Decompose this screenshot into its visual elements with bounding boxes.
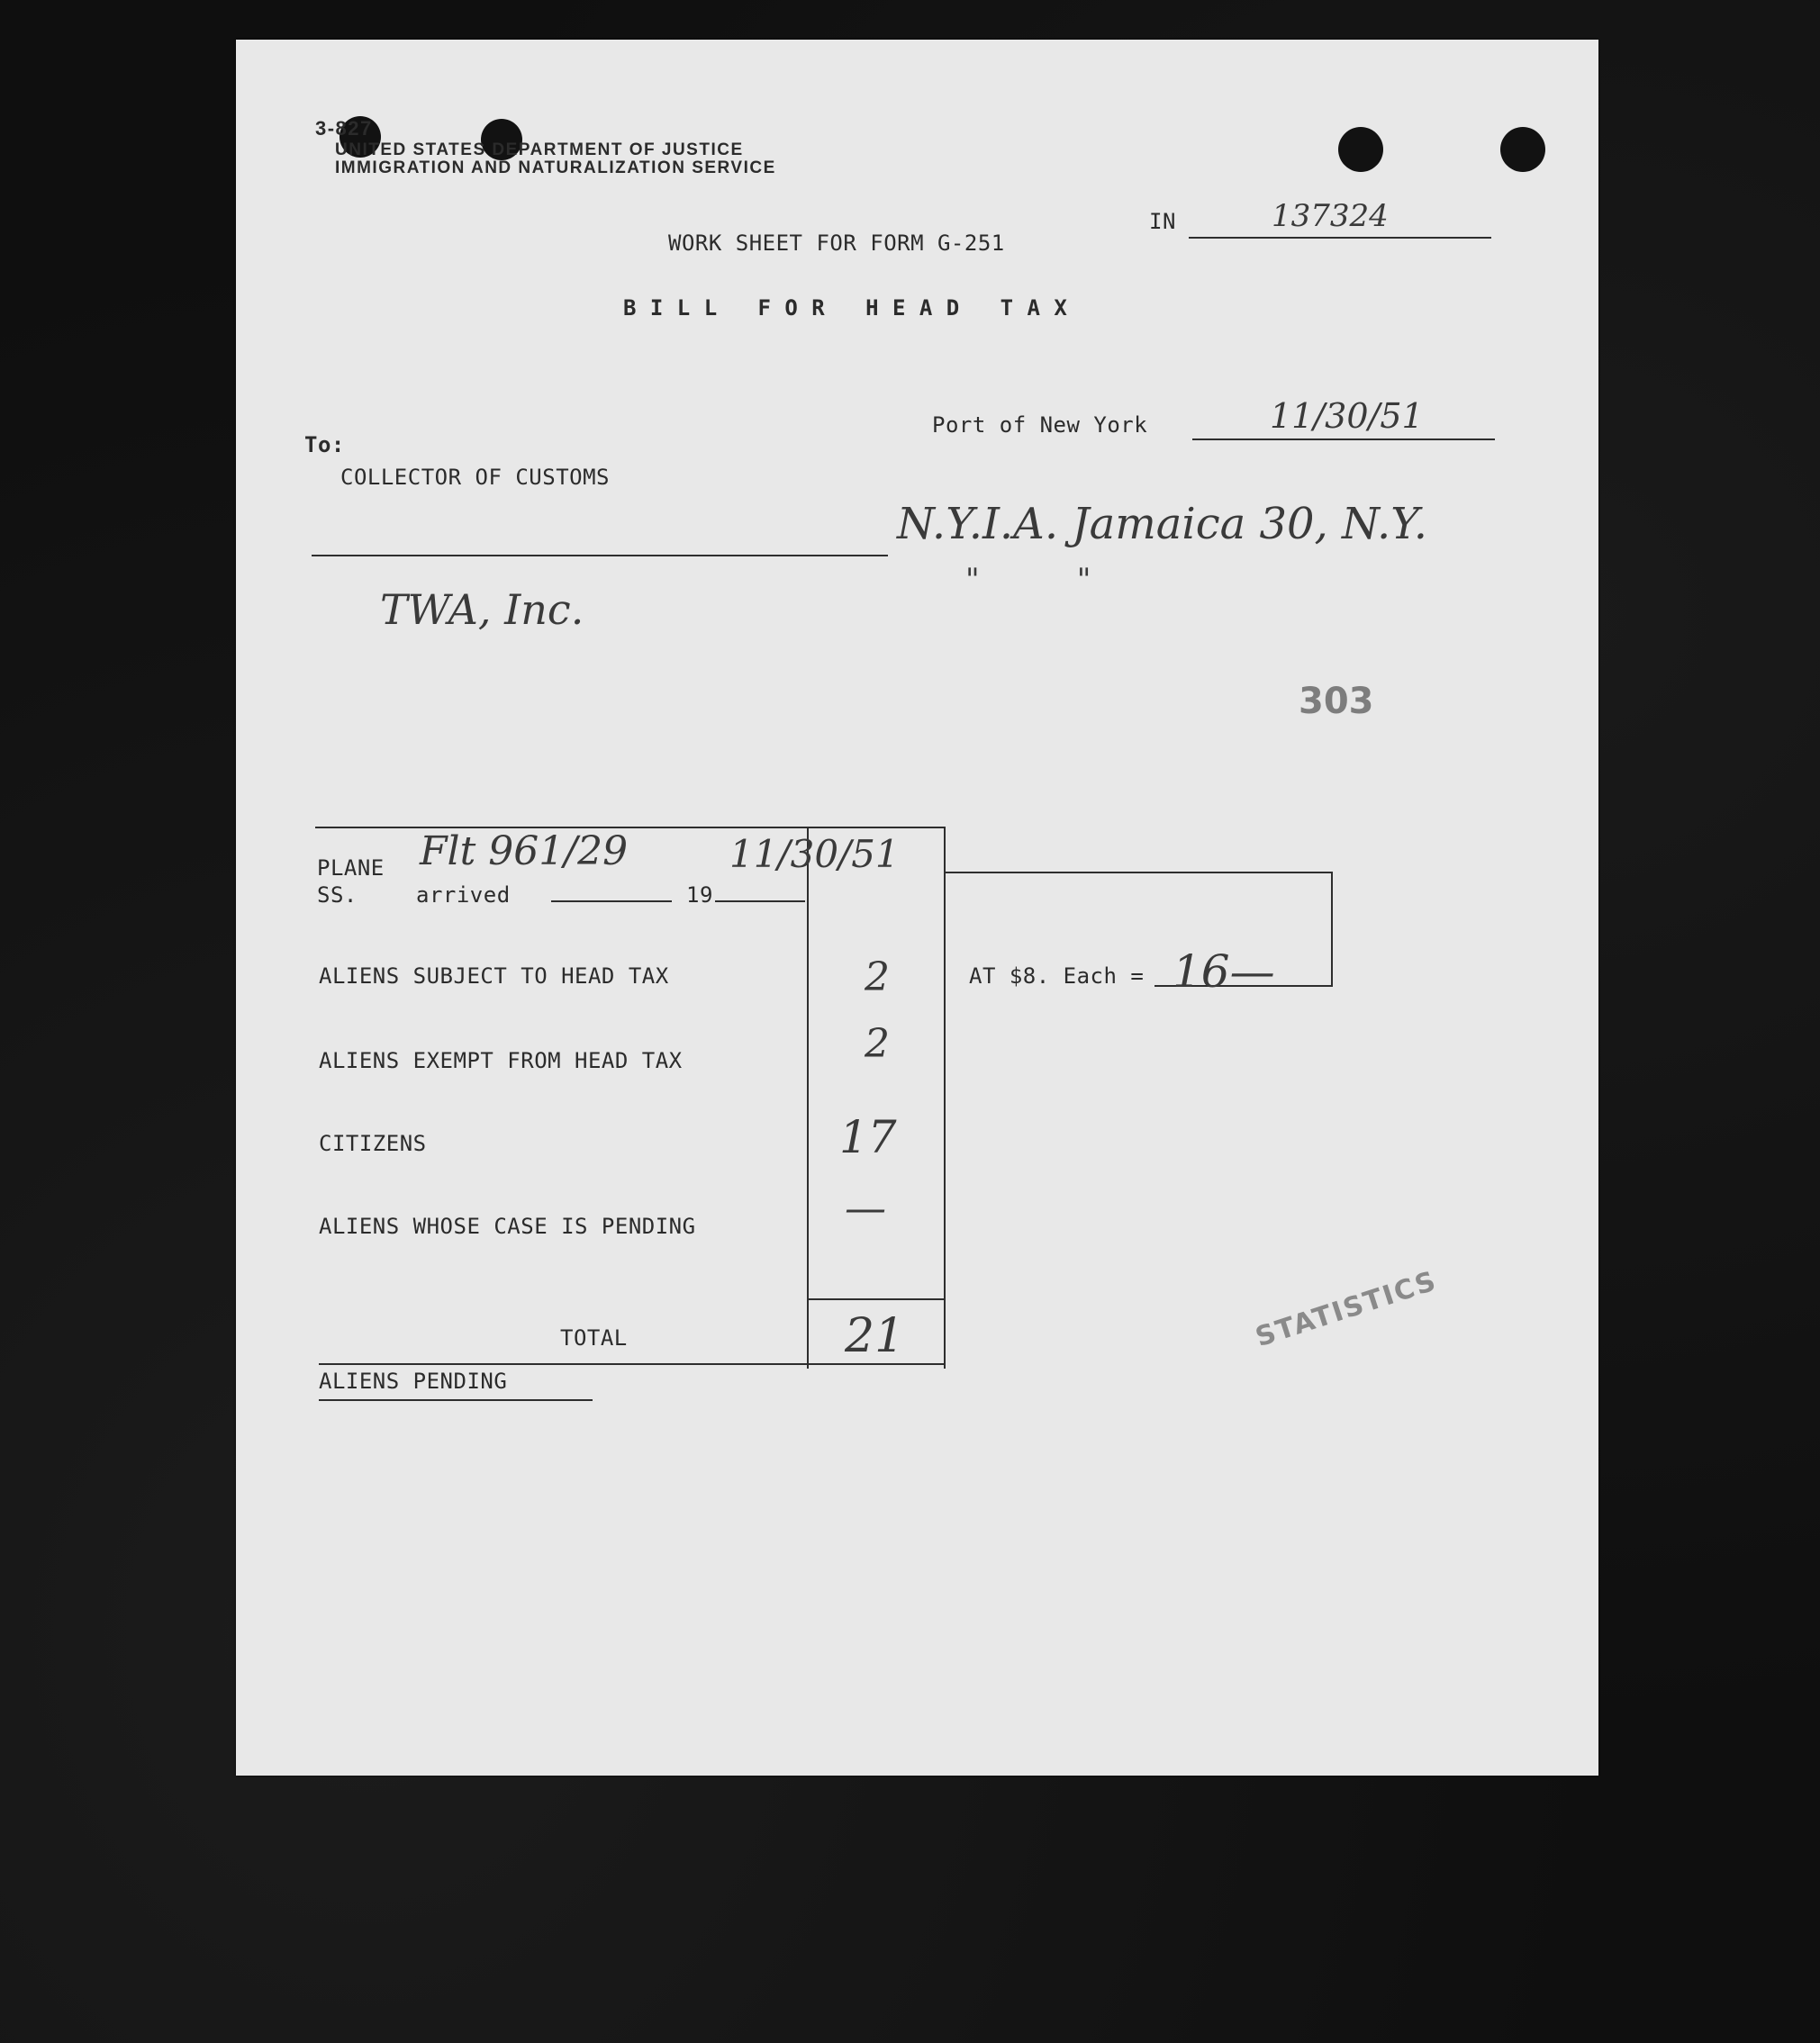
tax-rate-label: AT $8. Each = <box>969 963 1145 989</box>
plane-label: PLANE <box>317 855 385 881</box>
arrival-date-handwritten: 11/30/51 <box>729 832 900 876</box>
agency-line-1: UNITED STATES DEPARTMENT OF JUSTICE <box>335 140 744 159</box>
port-date-underline <box>1192 438 1495 440</box>
document-page <box>236 40 1598 1776</box>
row-label-exempt: ALIENS EXEMPT FROM HEAD TAX <box>319 1048 683 1073</box>
table-bottom-line <box>319 1363 946 1365</box>
form-title: WORK SHEET FOR FORM G-251 <box>668 231 1005 256</box>
statistics-stamp: STATISTICS <box>1252 1265 1442 1354</box>
year-prefix: 19 <box>686 882 713 908</box>
row-value-subject: 2 <box>865 954 890 1000</box>
row-label-subject: ALIENS SUBJECT TO HEAD TAX <box>319 963 669 989</box>
to-addressee: COLLECTOR OF CUSTOMS <box>340 465 610 490</box>
in-number: 137324 <box>1272 198 1389 234</box>
in-label: IN <box>1149 209 1176 234</box>
punch-hole-right-2 <box>1500 127 1545 172</box>
ss-label: SS. <box>317 882 358 908</box>
in-number-underline <box>1189 237 1491 239</box>
agency-line-2: IMMIGRATION AND NATURALIZATION SERVICE <box>335 158 776 177</box>
port-label: Port of New York <box>932 412 1148 438</box>
tax-box-top <box>946 872 1333 873</box>
row-value-pending: — <box>845 1183 886 1232</box>
row-value-exempt: 2 <box>865 1021 890 1067</box>
table-outer-vertical <box>944 828 946 1369</box>
arrived-label: arrived <box>416 882 511 908</box>
ditto-marks: " " <box>965 562 1091 598</box>
table-inner-vertical <box>807 828 809 1369</box>
row-label-citizens: CITIZENS <box>319 1131 427 1156</box>
row-value-citizens: 17 <box>839 1111 897 1163</box>
aliens-pending-label: ALIENS PENDING <box>319 1369 508 1394</box>
total-top-line <box>809 1298 946 1300</box>
arrived-blank-line <box>551 900 672 902</box>
location-handwritten: N.Y.I.A. Jamaica 30, N.Y. <box>897 499 1427 549</box>
form-subtitle: B I L L F O R H E A D T A X <box>623 295 1068 321</box>
aliens-pending-underline <box>319 1399 593 1401</box>
total-value: 21 <box>845 1309 905 1363</box>
punch-hole-right-1 <box>1338 127 1383 172</box>
year-blank-line <box>715 900 805 902</box>
stamp-number: 303 <box>1299 681 1374 722</box>
tax-amount: 16— <box>1173 945 1275 998</box>
tax-box-right <box>1331 872 1333 985</box>
port-date: 11/30/51 <box>1270 396 1424 436</box>
carrier-handwritten: TWA, Inc. <box>380 585 584 634</box>
table-top-line <box>315 827 946 828</box>
addressee-line <box>312 555 888 556</box>
to-label: To: <box>304 432 345 457</box>
total-label: TOTAL <box>560 1325 628 1351</box>
flight-handwritten: Flt 961/29 <box>420 828 629 874</box>
row-label-pending: ALIENS WHOSE CASE IS PENDING <box>319 1214 696 1239</box>
form-number: 3-827 <box>315 117 373 140</box>
